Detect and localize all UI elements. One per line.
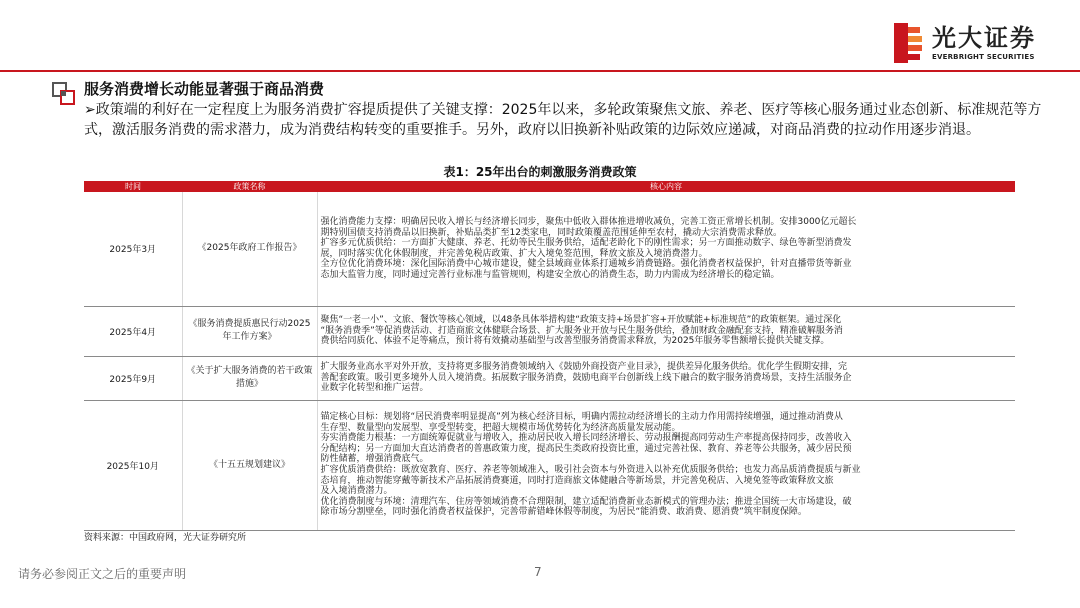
table-header-row <box>84 181 1015 192</box>
content-line: 强化消费能力支撑：明确居民收入增长与经济增长同步，聚焦中低收入群体推进增收减负，完善工资正常增长机制。安排3000亿元超长 <box>320 216 857 227</box>
content-line: 善配套政策。吸引更多境外人员入境消费。拓展数字服务消费，鼓励电商平台创新线上线下融合的数字服务消费场景，支持生活服务企 <box>320 372 852 383</box>
row-policy-name: 《2025年政府工作报告》 <box>182 192 317 306</box>
row-time: 2025年10月 <box>84 400 182 530</box>
row-policy-name: 《关于扩大服务消费的若干政策措施》 <box>182 356 317 400</box>
row-time: 2025年9月 <box>84 356 182 400</box>
brand-name-cn: 光大证券 <box>932 24 1036 52</box>
row-policy-name: 《十五五规划建议》 <box>182 400 317 530</box>
header-time: 时间 <box>84 181 182 192</box>
table-row <box>84 400 1015 530</box>
content-line: 扩容多元优质供给：一方面扩大健康、养老、托幼等民生服务供给，适配老龄化下的刚性需求；另一方面推动数字、绿色等新型消费发 <box>320 238 852 249</box>
section-square-icon <box>52 82 76 106</box>
content-line: 期特别国债支持消费品以旧换新，补贴品类扩至12类家电，同时政策覆盖范围延伸至农村，撬动大宗消费需求释放。 <box>320 227 782 238</box>
content-line: 锚定核心目标：规划将“居民消费率明显提高”列为核心经济目标，明确内需拉动经济增长的主动力作用需持续增强，通过推动消费从 <box>320 412 843 423</box>
content-line: 费供给同质化、体验不足等痛点，预计将有效撬动基础型与改善型服务消费需求释放，为2025年服务零售额增长提供关键支撑。 <box>320 336 830 347</box>
section-title: 服务消费增长动能显著强于商品消费 <box>84 80 325 98</box>
content-line: “服务消费季”等促消费活动、打造商旅文体健联合场景、扩大服务业开放与民生服务供给，叠加财政金融配套支持，精准破解服务消 <box>320 325 843 336</box>
row-policy-name: 《服务消费提质惠民行动2025年工作方案》 <box>182 306 317 356</box>
header-policy-name: 政策名称 <box>182 181 317 192</box>
content-line: 扩大服务业高水平对外开放，支持将更多服务消费领域纳入《鼓励外商投资产业目录》，提供差异化服务供给。优化学生假期安排，完 <box>320 362 848 373</box>
row-core-content <box>317 306 1015 356</box>
content-line: 除市场分割壁垒，同时强化消费者权益保护，完善带薪错峰休假等制度，为居民“能消费、敢消费、愿消费”筑牢制度保障。 <box>320 507 807 518</box>
table-row <box>84 306 1015 356</box>
table-row <box>84 192 1015 306</box>
content-line: 及入境消费潜力。 <box>320 486 393 497</box>
header-divider <box>0 70 1080 72</box>
content-line: 态加大监管力度，同时通过完善行业标准与监管规则，构建安全放心的消费生态，助力内需成为经济增长的稳定锚。 <box>320 269 780 280</box>
content-line: 聚焦“一老一小”、文旅、餐饮等核心领域，以48条具体举措构建“政策支持+场景扩容+开放赋能+标准规范”的政策框架。通过深化 <box>320 315 842 326</box>
everbright-logo-icon <box>886 21 926 65</box>
row-core-content <box>317 192 1015 306</box>
brand-logo <box>886 18 1066 68</box>
row-core-content <box>317 356 1015 400</box>
content-line: 优化消费制度与环境：清理汽车、住房等领域消费不合理限制，建立适配消费新业态新模式的管理办法；推进全国统一大市场建设，破 <box>320 496 852 507</box>
header-core-content: 核心内容 <box>317 181 1015 192</box>
row-time: 2025年4月 <box>84 306 182 356</box>
content-line: 分配结构；另一方面加大直达消费者的普惠政策力度，提高民生类政府投资比重，通过完善社保、教育、养老等公共服务，减少居民预 <box>320 443 852 454</box>
table-row <box>84 356 1015 400</box>
intro-paragraph: ➢政策端的利好在一定程度上为服务消费扩容提质提供了关键支撑：2025年以来，多轮政策聚焦文旅、养老、医疗等核心服务通过业态创新、标准规范等方式，激活服务消费的需求潜力，成为消费结构转变的重要推手。另外，政府以旧换新补贴政策的边际效应递减，对商品消费的拉动作用逐步消退。 <box>84 102 1042 138</box>
data-source: 资料来源：中国政府网，光大证券研究所 <box>84 533 247 543</box>
row-core-content <box>317 400 1015 530</box>
content-line: 态培育，推动智能穿戴等新技术产品拓展消费赛道，同时打造商旅文体健融合等新场景，并完善免税店、入境免签等政策释放文旅 <box>320 475 834 486</box>
content-line: 防性储蓄，增强消费底气。 <box>320 454 429 465</box>
row-time: 2025年3月 <box>84 192 182 306</box>
content-line: 夯实消费能力根基：一方面统筹促就业与增收入，推动居民收入增长同经济增长、劳动报酬提高同劳动生产率提高保持同步，改善收入 <box>320 433 852 444</box>
disclaimer-note: 请务必参阅正文之后的重要声明 <box>18 567 187 581</box>
content-line: 生存型、数量型向发展型、享受型转变，把超大规模市场优势转化为经济高质量发展动能。 <box>320 422 681 433</box>
content-line: 扩容优质消费供给：既放宽教育、医疗、养老等领域准入，吸引社会资本与外资进入以补充优质服务供给；也发力高品质消费提质与新业 <box>320 465 861 475</box>
page-number: 7 <box>534 565 542 579</box>
content-line: 全方位优化消费环境：深化国际消费中心城市建设，健全县域商业体系打通城乡消费链路。强化消费者权益保护，针对直播带货等新业 <box>320 259 852 270</box>
policy-table <box>84 181 1015 531</box>
content-line: 展，同时落实优化休假制度，并完善免税店政策、扩大入境免签范围，释放文旅及入境消费潜力。 <box>320 248 708 259</box>
content-line: 业数字化转型和推广运营。 <box>320 383 429 394</box>
table-caption: 表1：25年出台的刺激服务消费政策 <box>443 165 637 179</box>
brand-name-en: EVERBRIGHT SECURITIES <box>932 53 1035 61</box>
